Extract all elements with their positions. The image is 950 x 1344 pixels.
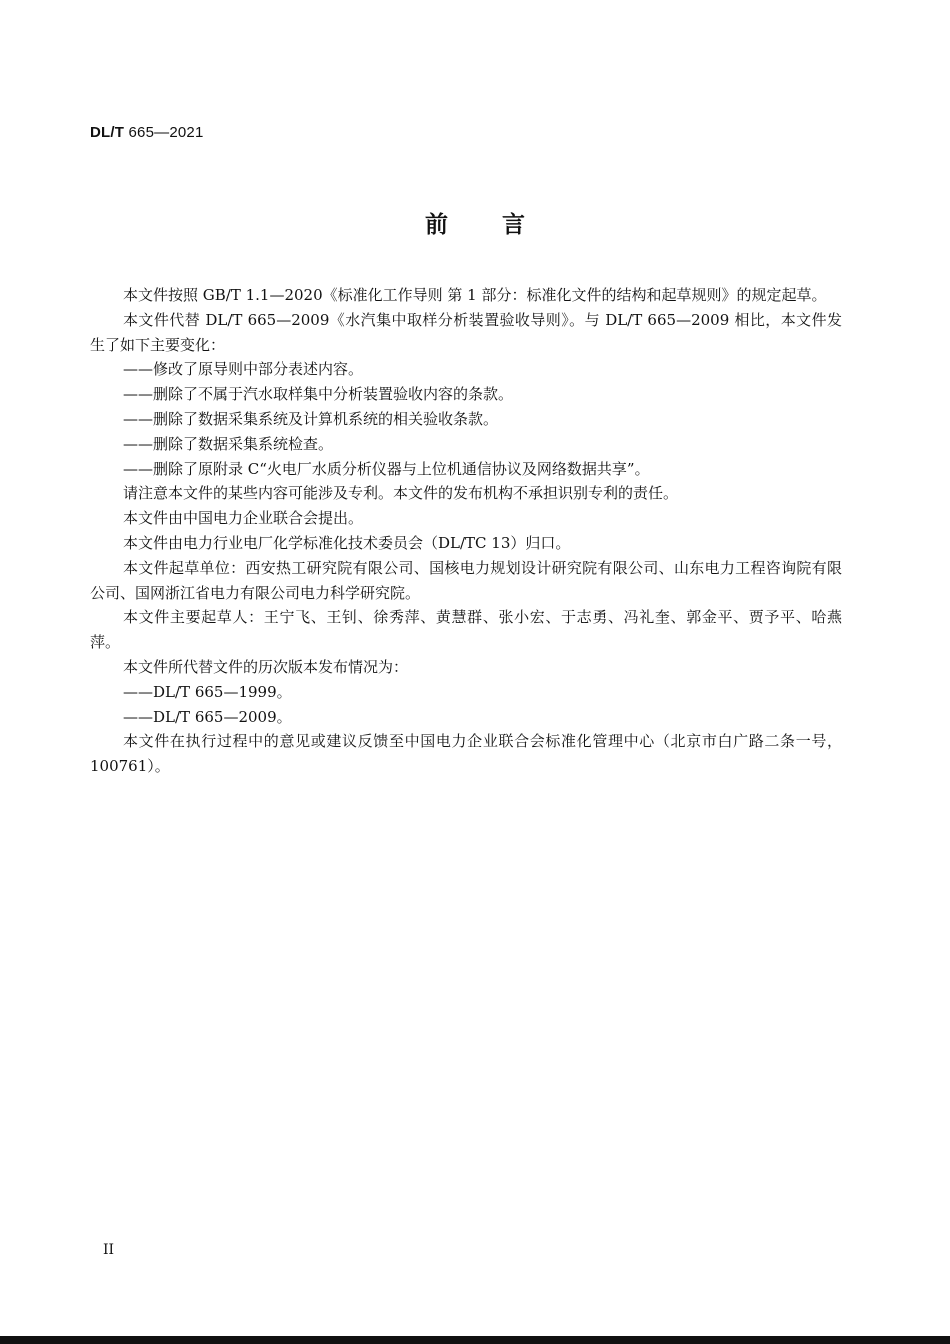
foreword-body: [90, 283, 842, 779]
change-item: ——删除了不属于汽水取样集中分析装置验收内容的条款。: [123, 385, 514, 404]
history-item: ——DL/T 665—1999。: [123, 682, 292, 701]
paragraph-patent-notice: 请注意本文件的某些内容可能涉及专利。本文件的发布机构不承担识别专利的责任。: [123, 484, 679, 503]
paragraph-feedback: 本文件在执行过程中的意见或建议反馈至中国电力企业联合会标准化管理中心（北京市白广路二条一号，100761）。: [90, 732, 842, 776]
change-item: ——删除了数据采集系统及计算机系统的相关验收条款。: [123, 409, 499, 428]
paragraph-drafters: 本文件主要起草人：王宁飞、王钊、徐秀萍、黄慧群、张小宏、于志勇、冯礼奎、郭金平、贾予平、哈燕萍。: [90, 608, 842, 652]
document-number: 665—2021: [128, 124, 204, 141]
change-item: ——删除了数据采集系统检查。: [123, 434, 334, 453]
bottom-border: [0, 1336, 950, 1344]
change-item: ——修改了原导则中部分表述内容。: [123, 360, 364, 379]
change-item: ——删除了原附录 C“火电厂水质分析仪器与上位机通信协议及网络数据共享”。: [123, 459, 650, 478]
paragraph-proposer: 本文件由中国电力企业联合会提出。: [123, 509, 364, 528]
paragraph-history: 本文件所代替文件的历次版本发布情况为：: [123, 657, 409, 676]
page-title: 前言: [425, 211, 579, 238]
paragraph-committee: 本文件由电力行业电厂化学标准化技术委员会（DL/TC 13）归口。: [123, 533, 571, 552]
paragraph-replaces: 本文件代替 DL/T 665—2009《水汽集中取样分析装置验收导则》。与 DL/T 665—2009 相比，本文件发生了如下主要变化：: [90, 310, 842, 354]
document-code: DL/T: [90, 124, 125, 141]
paragraph-drafting-units: 本文件起草单位：西安热工研究院有限公司、国核电力规划设计研究院有限公司、山东电力工程咨询院有限公司、国网浙江省电力有限公司电力科学研究院。: [90, 558, 842, 602]
document-code-header: [90, 124, 204, 141]
history-item: ——DL/T 665—2009。: [123, 707, 292, 726]
paragraph-basis: 本文件按照 GB/T 1.1—2020《标准化工作导则 第 1 部分：标准化文件的结构和起草规则》的规定起草。: [123, 286, 827, 304]
page-number: II: [103, 1242, 115, 1258]
